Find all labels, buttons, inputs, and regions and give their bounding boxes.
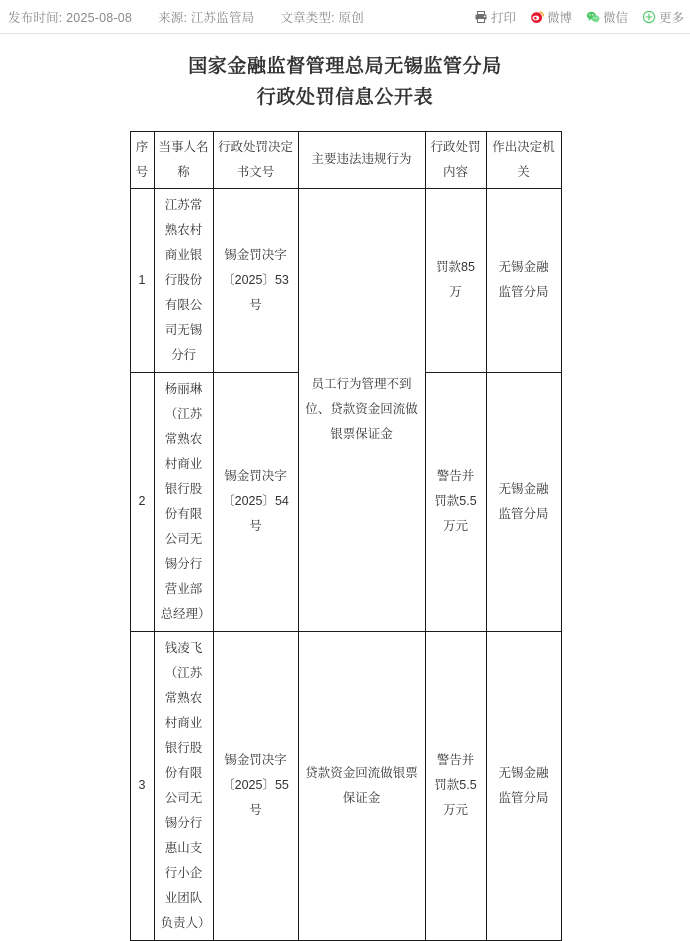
- cell-authority: 无锡金融监管分局: [486, 188, 561, 372]
- penalty-table-container: [130, 131, 561, 941]
- weibo-icon: [530, 10, 544, 24]
- cell-party: 江苏常熟农村商业银行股份有限公司无锡分行: [154, 188, 213, 372]
- printer-icon: [474, 10, 488, 24]
- column-header-penalty: 行政处罚内容: [425, 131, 486, 188]
- article-meta-bar: [0, 0, 690, 34]
- table-row: [130, 188, 561, 372]
- cell-seq: 3: [130, 631, 154, 940]
- penalty-table: [130, 131, 562, 941]
- more-share-button[interactable]: [642, 8, 684, 26]
- meta-group: [8, 8, 364, 26]
- weibo-share-button[interactable]: [530, 8, 572, 26]
- print-label: 打印: [490, 10, 516, 25]
- plus-circle-icon: [642, 10, 656, 24]
- cell-penalty: 警告并罚款5.5万元: [425, 372, 486, 631]
- column-header-party: 当事人名称: [154, 131, 213, 188]
- table-header-row: [130, 131, 561, 188]
- cell-party: 钱凌飞（江苏常熟农村商业银行股份有限公司无锡分行惠山支行小企业团队负责人）: [154, 631, 213, 940]
- share-toolbar: [474, 8, 684, 26]
- cell-authority: 无锡金融监管分局: [486, 631, 561, 940]
- cell-party: 杨丽琳（江苏常熟农村商业银行股份有限公司无锡分行营业部总经理）: [154, 372, 213, 631]
- more-label: 更多: [658, 10, 684, 25]
- article-type: 文章类型: 原创: [280, 10, 364, 25]
- cell-violation: 贷款资金回流做银票保证金: [298, 631, 425, 940]
- page-title: [0, 52, 690, 114]
- wechat-icon: [586, 10, 600, 24]
- column-header-authority: 作出决定机关: [486, 131, 561, 188]
- cell-violation: 员工行为管理不到位、贷款资金回流做银票保证金: [298, 188, 425, 631]
- cell-authority: 无锡金融监管分局: [486, 372, 561, 631]
- cell-seq: 1: [130, 188, 154, 372]
- cell-doc-no: 锡金罚决字〔2025〕55号: [213, 631, 298, 940]
- print-button[interactable]: [474, 8, 516, 26]
- column-header-violation: 主要违法违规行为: [298, 131, 425, 188]
- cell-seq: 2: [130, 372, 154, 631]
- page-title-line-2: 行政处罚信息公开表: [256, 86, 434, 108]
- publish-time: 发布时间: 2025-08-08: [8, 10, 133, 25]
- cell-doc-no: 锡金罚决字〔2025〕53号: [213, 188, 298, 372]
- column-header-doc-no: 行政处罚决定书文号: [213, 131, 298, 188]
- column-header-seq: 序号: [130, 131, 154, 188]
- article-source: 来源: 江苏监管局: [158, 10, 255, 25]
- page-title-line-1: 国家金融监督管理总局无锡监管分局: [188, 56, 502, 77]
- wechat-label: 微信: [602, 10, 628, 25]
- cell-penalty: 罚款85万: [425, 188, 486, 372]
- weibo-label: 微博: [546, 10, 572, 25]
- cell-doc-no: 锡金罚决字〔2025〕54号: [213, 372, 298, 631]
- wechat-share-button[interactable]: [586, 8, 628, 26]
- table-row: [130, 631, 561, 940]
- cell-penalty: 警告并罚款5.5万元: [425, 631, 486, 940]
